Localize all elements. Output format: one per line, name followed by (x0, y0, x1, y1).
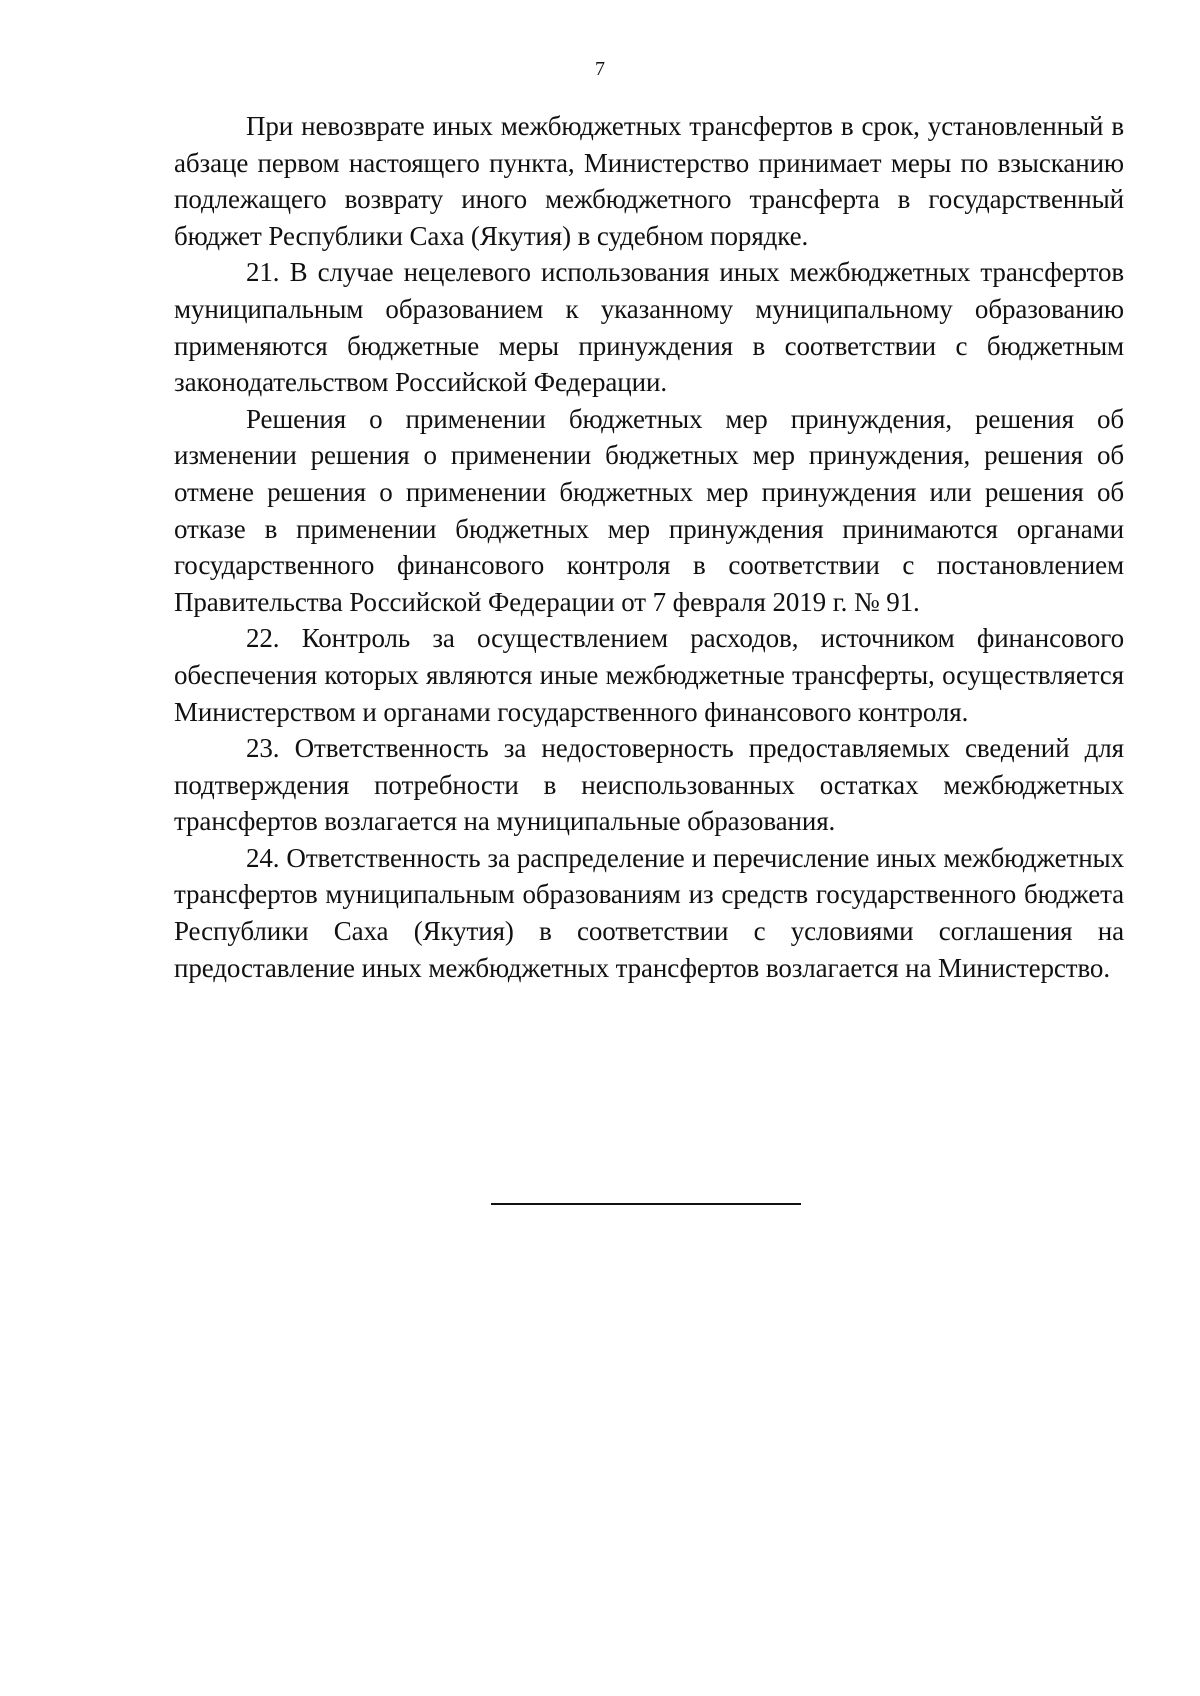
paragraph-21-misuse: 21. В случае нецелевого использования иных межбюджетных трансфертов муниципальным образованием к указанному муниципальному образованию применяются бюджетные меры принуждения в соответствии с бюджетным законодательством Российской Федерации. (174, 257, 1124, 398)
paragraph-enforcement-decisions: Решения о применении бюджетных мер принуждения, решения об изменении решения о применении бюджетных мер принуждения, решения об отмене решения о применении бюджетных мер принуждения или решения об отказе в применении бюджетных мер принуждения принимаются органами государственного финансового контроля в соответствии с постановлением Правительства Российской Федерации от 7 февраля 2019 г. № 91. (174, 403, 1124, 617)
paragraph-23-responsibility-data: 23. Ответственность за недостоверность предоставляемых сведений для подтверждения потребности в неиспользованных остатках межбюджетных трансфертов возлагается на муниципальные образования. (174, 733, 1124, 837)
page-number: 7 (595, 58, 605, 80)
document-body (174, 108, 1124, 986)
paragraph-24-responsibility-distribution: 24. Ответственность за распределение и перечисление иных межбюджетных трансфертов муниципальным образованиям из средств государственного бюджета Республики Саха (Якутия) в соответствии с условиями соглашения на предоставление иных межбюджетных трансфертов возлагается на Министерство. (174, 842, 1124, 983)
closing-rule-divider (491, 1203, 801, 1205)
paragraph-non-return-recovery: При невозврате иных межбюджетных трансфертов в срок, установленный в абзаце первом настоящего пункта, Министерство принимает меры по взысканию подлежащего возврату иного межбюджетного трансферта в государственный бюджет Республики Саха (Якутия) в судебном порядке. (174, 111, 1124, 251)
paragraph-22-control: 22. Контроль за осуществлением расходов, источником финансового обеспечения которых являются иные межбюджетные трансферты, осуществляется Министерством и органами государственного финансового контроля. (174, 623, 1124, 727)
